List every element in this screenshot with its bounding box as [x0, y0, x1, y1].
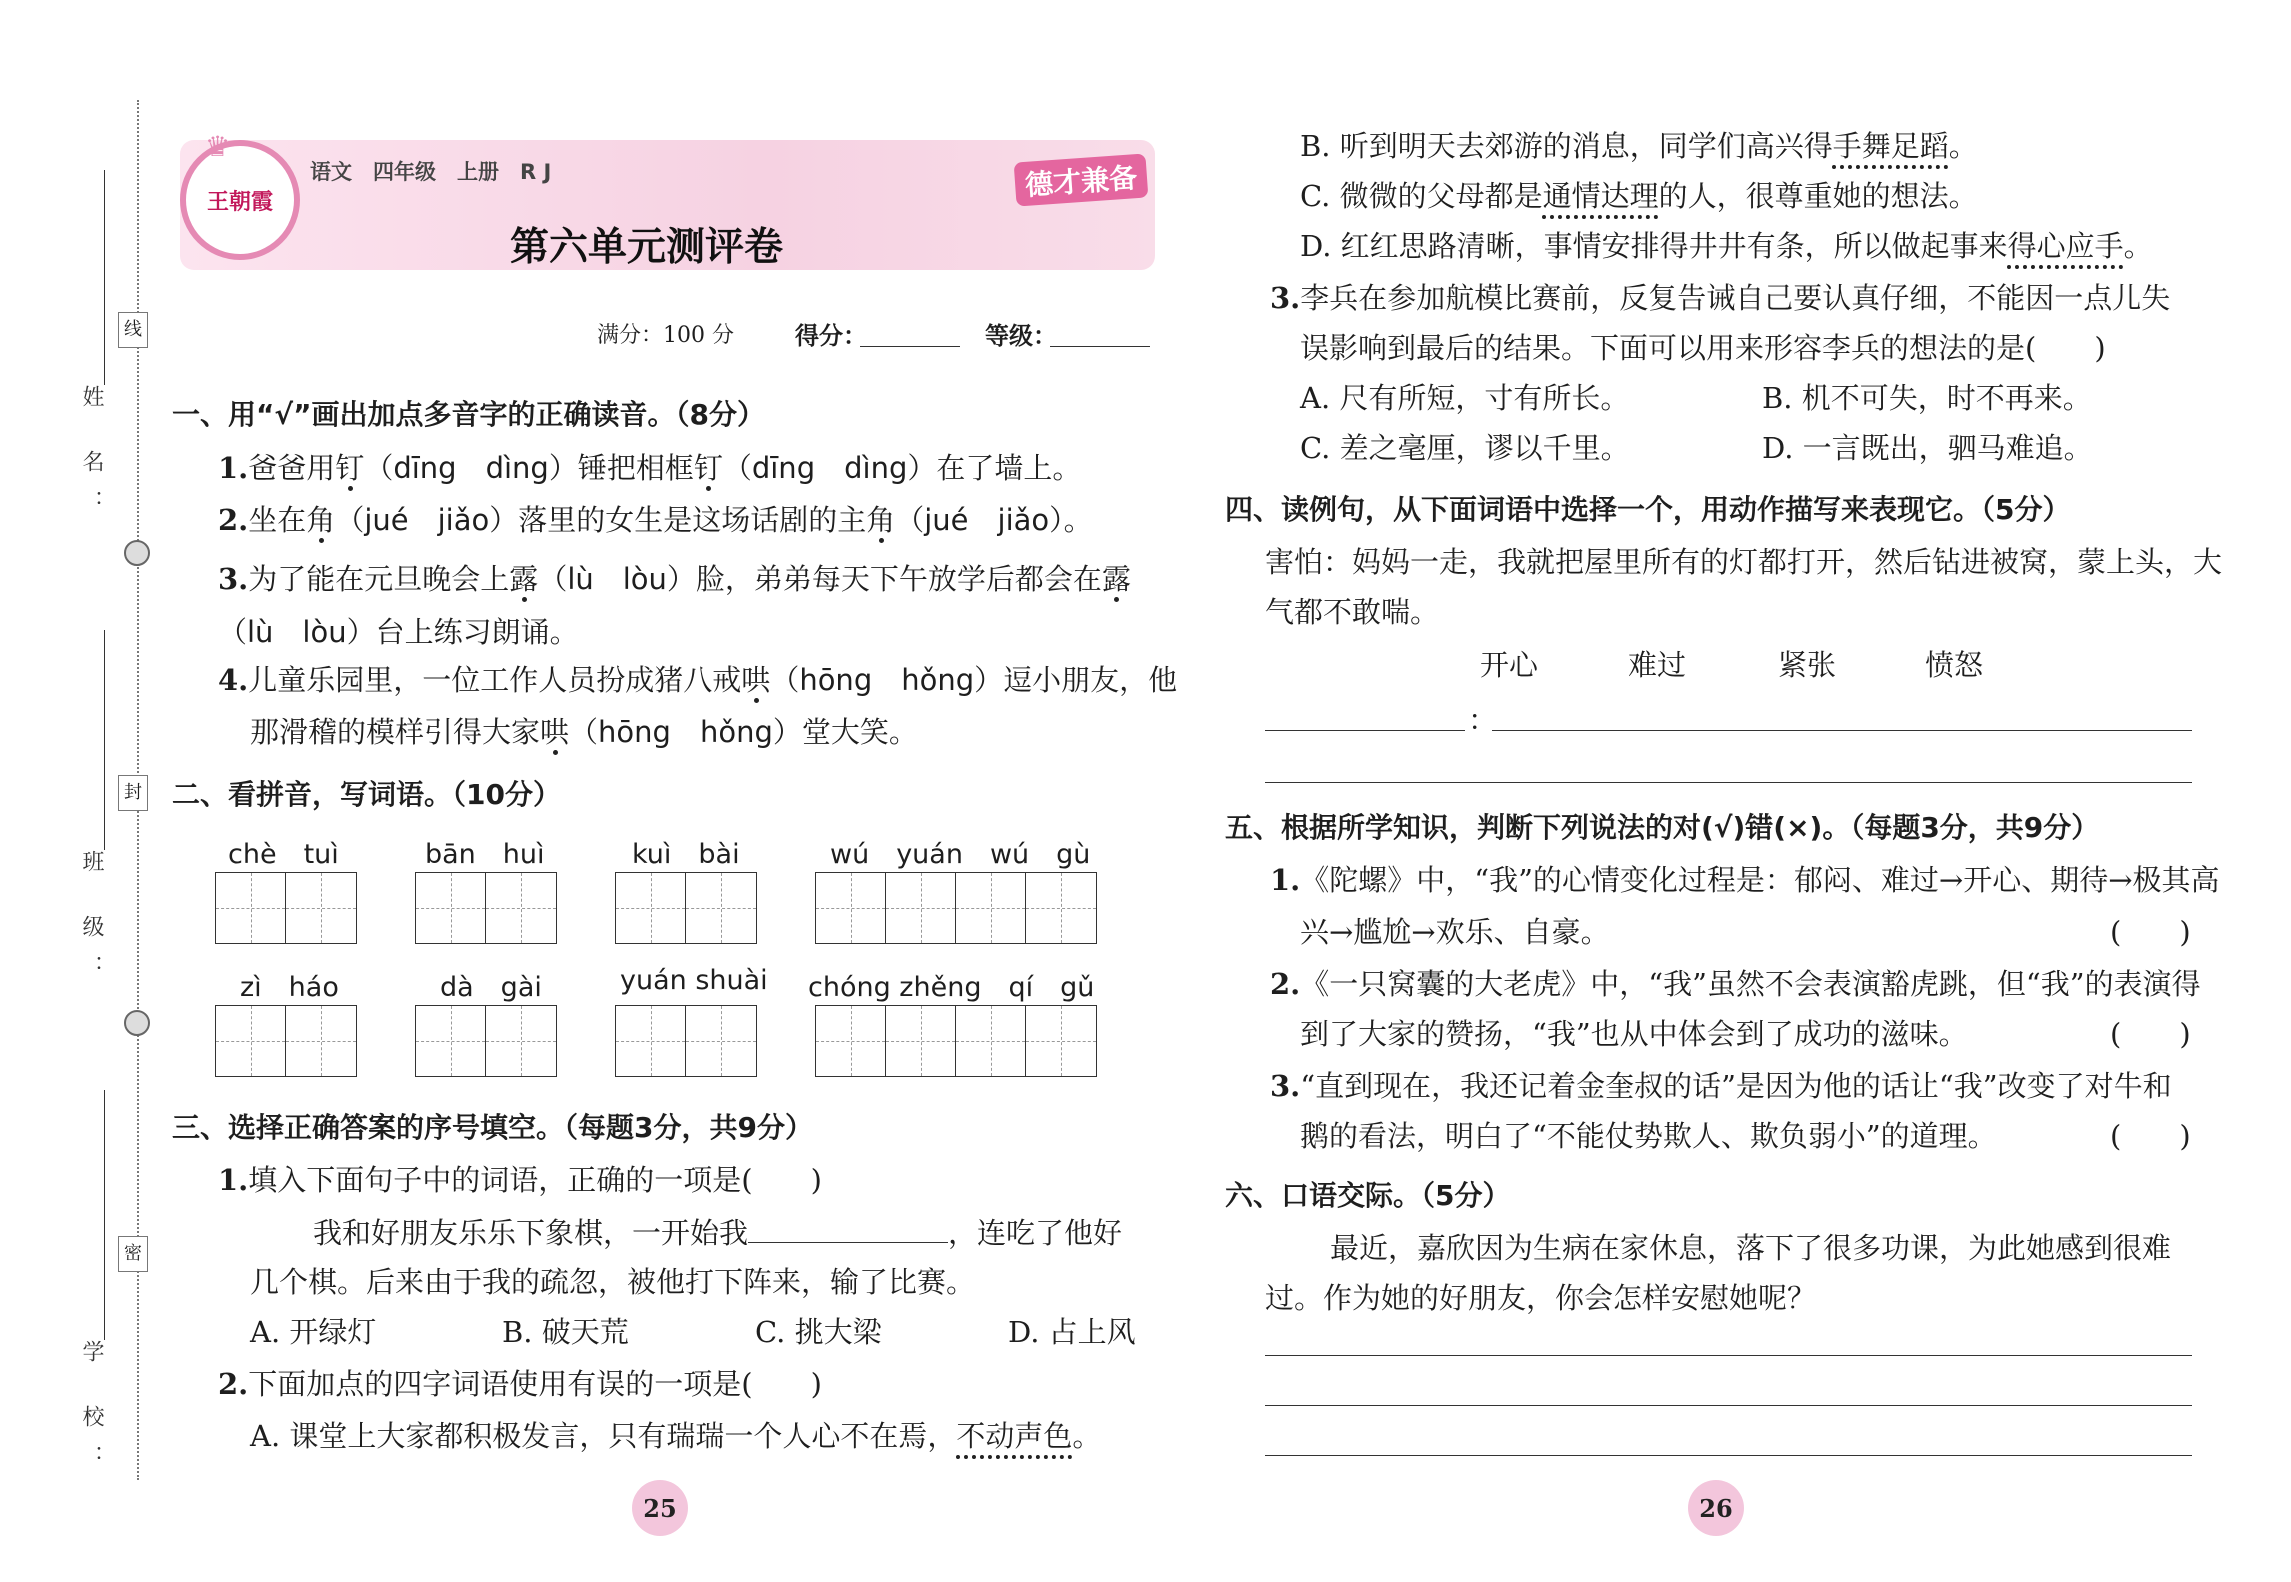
- writing-grid[interactable]: [415, 872, 557, 944]
- answer-line[interactable]: [1265, 1405, 2192, 1406]
- judge-paren[interactable]: ( ): [2110, 1119, 2191, 1153]
- full-score: 满分：100 分: [597, 323, 734, 348]
- seal-box-mi: 密: [118, 1236, 148, 1272]
- level-field[interactable]: [1050, 346, 1150, 347]
- book-meta: 语文 四年级 上册 R J: [310, 160, 552, 184]
- word-choice: 愤怒: [1925, 648, 1984, 682]
- option: C. 挑大梁: [755, 1315, 882, 1349]
- pinyin-label: yuán shuài: [620, 965, 768, 996]
- s6-prompt-line2: 过。作为她的好朋友，你会怎样安慰她呢？: [1265, 1281, 1817, 1315]
- pinyin-label: kuì bài: [632, 839, 740, 870]
- writing-grid[interactable]: [415, 1005, 557, 1077]
- option: A. 尺有所短，寸有所长。: [1300, 381, 1630, 415]
- school-label: 学 校：: [79, 1340, 104, 1485]
- seal-box-feng: 封: [118, 775, 148, 811]
- logo-badge: [180, 140, 300, 260]
- option: B. 破天荒: [502, 1315, 629, 1349]
- punch-hole-icon: [124, 1010, 150, 1036]
- section-2-heading: 二、看拼音，写词语。（10分）: [172, 778, 561, 811]
- option: A. 开绿灯: [250, 1315, 377, 1349]
- s3-question-3: 3.李兵在参加航模比赛前，反复告诫自己要认真仔细，不能因一点儿失: [1270, 281, 2171, 315]
- section-4-heading: 四、读例句，从下面词语中选择一个，用动作描写来表现它。（5分）: [1225, 493, 2071, 526]
- page-title: 第六单元测评卷: [510, 225, 784, 270]
- class-line: [104, 630, 105, 850]
- judge-paren[interactable]: ( ): [2110, 915, 2191, 949]
- answer-line[interactable]: [1265, 1355, 2192, 1356]
- s3-q1-passage-2: 几个棋。后来由于我的疏忽，被他打下阵来，输了比赛。: [250, 1265, 976, 1299]
- score-field[interactable]: [860, 346, 960, 347]
- pinyin-label: chè tuì: [228, 839, 339, 870]
- option: D. 占上风: [1008, 1315, 1136, 1349]
- s3-q2-option-a: A. 课堂上大家都积极发言，只有瑞瑞一个人心不在焉，不动声色。: [250, 1419, 1102, 1453]
- pinyin-label: dà gài: [440, 972, 542, 1003]
- answer-line[interactable]: [1265, 782, 2192, 783]
- s3-question-2: 2.下面加点的四字词语使用有误的一项是( ): [218, 1367, 822, 1401]
- option: D. 一言既出，驷马难追。: [1762, 431, 2093, 465]
- pinyin-label: bān huì: [425, 839, 545, 870]
- s5-q1-line2: 兴→尴尬→欢乐、自豪。: [1300, 915, 1610, 949]
- writing-grid[interactable]: [215, 872, 357, 944]
- name-line: [104, 170, 105, 385]
- page-number-left: 25: [632, 1480, 688, 1536]
- badge-label: 德才兼备: [1014, 153, 1149, 206]
- word-choice: 难过: [1628, 648, 1687, 682]
- colon: ：: [1468, 703, 1498, 737]
- s3-question-1: 1.填入下面句子中的词语，正确的一项是( ): [218, 1163, 822, 1197]
- page-number-right: 26: [1688, 1480, 1744, 1536]
- writing-grid[interactable]: [615, 872, 757, 944]
- s5-question-3: 3.“直到现在，我还记着金奎叔的话”是因为他的话让“我”改变了对牛和: [1270, 1069, 2172, 1103]
- pinyin-label: zì háo: [240, 972, 339, 1003]
- score-label: 得分：: [795, 322, 867, 350]
- s4-example-line2: 气都不敢喘。: [1265, 595, 1440, 629]
- s1-question-2: 2.坐在角（jué jiǎo）落里的女生是这场话剧的主角（jué jiǎo）。: [218, 503, 1093, 537]
- s1-question-1: 1.爸爸用钉（dīng dìng）锤把相框钉（dīng dìng）在了墙上。: [218, 451, 1082, 485]
- s3-q2-option-d: D. 红红思路清晰，事情安排得井井有条，所以做起事来得心应手。: [1300, 229, 2153, 263]
- s4-example-line1: 害怕：妈妈一走，我就把屋里所有的灯都打开，然后钻进被窝，蒙上头，大: [1265, 545, 2223, 579]
- word-choice: 开心: [1480, 648, 1539, 682]
- seal-box-xian: 线: [118, 312, 148, 348]
- pinyin-label: wú yuán wú gù: [830, 839, 1091, 870]
- s5-question-2: 2.《一只窝囊的大老虎》中，“我”虽然不会表演豁虎跳，但“我”的表演得: [1270, 967, 2201, 1001]
- name-label: 姓 名：: [79, 385, 104, 530]
- judge-paren[interactable]: ( ): [2110, 1017, 2191, 1051]
- level-label: 等级：: [985, 322, 1057, 350]
- answer-line-word[interactable]: [1265, 730, 1465, 731]
- answer-line[interactable]: [1265, 1455, 2192, 1456]
- s3-q2-option-b: B. 听到明天去郊游的消息，同学们高兴得手舞足蹈。: [1300, 129, 1978, 163]
- s5-q2-line2: 到了大家的赞扬，“我”也从中体会到了成功的滋味。: [1300, 1017, 1968, 1051]
- option: C. 差之毫厘，谬以千里。: [1300, 431, 1630, 465]
- s5-question-1: 1.《陀螺》中，“我”的心情变化过程是：郁闷、难过→开心、期待→极其高: [1270, 863, 2220, 897]
- answer-line[interactable]: [1492, 730, 2192, 731]
- section-3-heading: 三、选择正确答案的序号填空。（每题3分，共9分）: [172, 1111, 813, 1144]
- option: B. 机不可失，时不再来。: [1762, 381, 2092, 415]
- word-choice: 紧张: [1778, 648, 1837, 682]
- writing-grid[interactable]: [815, 1005, 1097, 1077]
- fill-blank[interactable]: [748, 1212, 948, 1243]
- s3-q1-passage: 我和好朋友乐乐下象棋，一开始我 ，连吃了他好: [313, 1212, 1122, 1253]
- school-line: [104, 1090, 105, 1340]
- s1-question-4: 4.儿童乐园里，一位工作人员扮成猪八戒哄（hōng hǒng）逗小朋友，他: [218, 663, 1178, 697]
- s6-prompt-line1: 最近，嘉欣因为生病在家休息，落下了很多功课，为此她感到很难: [1330, 1231, 2172, 1265]
- section-6-heading: 六、口语交际。（5分）: [1225, 1179, 1511, 1212]
- writing-grid[interactable]: [615, 1005, 757, 1077]
- s1-question-4-line2: 那滑稽的模样引得大家哄（hōng hǒng）堂大笑。: [250, 715, 918, 749]
- writing-grid[interactable]: [215, 1005, 357, 1077]
- punch-hole-icon: [124, 540, 150, 566]
- s3-q3-line2: 误影响到最后的结果。下面可以用来形容李兵的想法的是( ): [1300, 331, 2106, 365]
- crown-icon: ♛: [205, 130, 231, 163]
- s3-q2-option-c: C. 微微的父母都是通情达理的人，很尊重她的想法。: [1300, 179, 1978, 213]
- s1-question-3: 3.为了能在元旦晚会上露（lù lòu）脸，弟弟每天下午放学后都会在露（lù lòu）台上练习朗诵。: [218, 562, 1131, 649]
- section-1-heading: 一、用“√”画出加点多音字的正确读音。（8分）: [172, 398, 765, 431]
- logo-text: 王朝霞: [206, 188, 273, 215]
- pinyin-label: chóng zhěng qí gǔ: [808, 972, 1095, 1003]
- writing-grid[interactable]: [815, 872, 1097, 944]
- class-label: 班 级：: [79, 850, 104, 995]
- s5-q3-line2: 鹅的看法，明白了“不能仗势欺人、欺负弱小”的道理。: [1300, 1119, 1997, 1153]
- section-5-heading: 五、根据所学知识，判断下列说法的对(√)错(×)。（每题3分，共9分）: [1225, 811, 2100, 844]
